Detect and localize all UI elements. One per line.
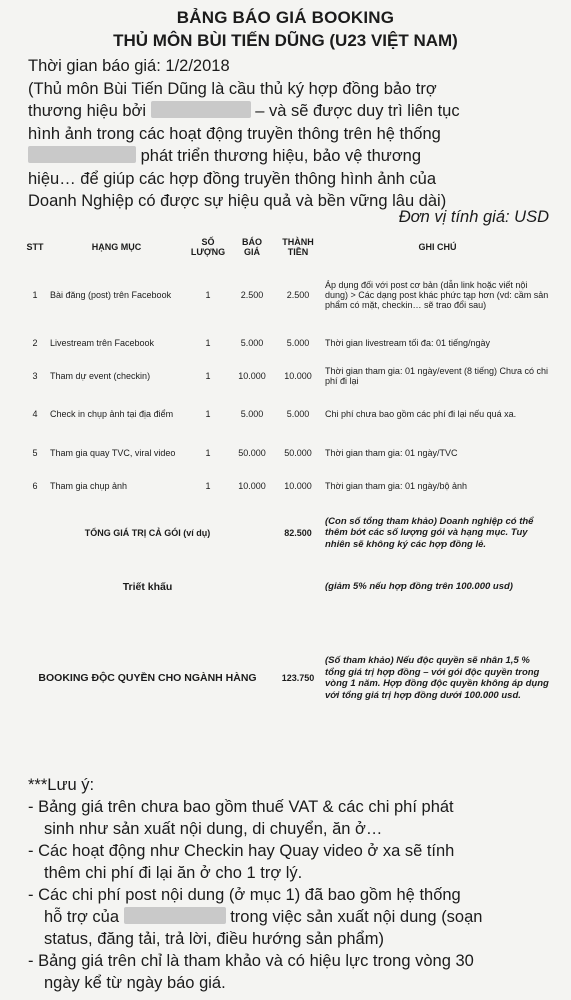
- note-line: - Bảng giá trên chỉ là tham khảo và có hiệu lực trong vòng 30: [28, 952, 474, 970]
- table-row: 5 Tham gia quay TVC, viral video 1 50.000 50.000 Thời gian tham gia: 01 ngày/TVC: [32, 448, 458, 458]
- total-value: 82.500: [284, 528, 312, 538]
- table-row: 1 Bài đăng (post) trên Facebook 1 2.500 2.500 Áp dụng đối với post cơ bản (dẫn link hoặc viết nội dung) > Các dạng post khác phức tạp hơn (vd: cầm sản phẩm có mặt, checkin… sẽ trao đổi sau): [32, 280, 549, 310]
- note-line: - Các chi phí post nội dung (ở mục 1) đã bao gồm hệ thống: [28, 886, 461, 904]
- note-line: hỗ trợ của trong việc sản xuất nội dung (soạn: [44, 908, 483, 926]
- intro-line: (Thủ môn Bùi Tiến Dũng là cầu thủ ký hợp đồng bảo trợ: [28, 79, 437, 98]
- exclusive-label: BOOKING ĐỘC QUYỀN CHO NGÀNH HÀNG: [38, 672, 257, 684]
- note-line: - Bảng giá trên chưa bao gồm thuế VAT & các chi phí phát: [28, 798, 454, 816]
- intro-line: hình ảnh trong các hoạt động truyền thông trên hệ thống: [28, 124, 441, 143]
- header-item: HẠNG MỤC: [91, 242, 142, 252]
- intro-paragraph: [28, 55, 558, 213]
- note-line: ngày kể từ ngày báo giá.: [44, 974, 226, 992]
- discount-note: (giảm 5% nếu hợp đồng trên 100.000 usd): [325, 581, 513, 593]
- intro-line: hiệu… để giúp các hợp đồng truyền thông hình ảnh của: [28, 169, 437, 188]
- intro-line: phát triển thương hiệu, bảo vệ thương: [28, 145, 558, 168]
- table-row: 3 Tham dự event (checkin) 1 10.000 10.000 Thời gian tham gia: 01 ngày/event (8 tiếng) Chưa có chi phí đi lại: [32, 366, 549, 386]
- note-line: thêm chi phí đi lại ăn ở cho 1 trợ lý.: [44, 864, 303, 882]
- header-note: GHI CHÚ: [418, 242, 457, 252]
- total-label: TỔNG GIÁ TRỊ CẢ GÓI (ví dụ): [84, 528, 211, 538]
- note-line: sinh như sản xuất nội dung, di chuyển, ăn ở…: [44, 820, 383, 838]
- price-table: [22, 232, 552, 748]
- table-row: 6 Tham gia chụp ảnh 1 10.000 10.000 Thời gian tham gia: 01 ngày/bộ ảnh: [32, 481, 467, 491]
- header-total: THÀNH TIỀN: [282, 237, 314, 257]
- intro-line: Doanh Nghiệp có được sự hiệu quả và bền vững lâu dài): [28, 192, 447, 210]
- notes-heading: ***Lưu ý:: [28, 776, 95, 794]
- note-line: status, đăng tải, trả lời, điều hướng sản phẩm): [44, 930, 384, 948]
- note-line: - Các hoạt động như Checkin hay Quay video ở xa sẽ tính: [28, 842, 455, 860]
- table-row: 4 Check in chụp ảnh tại địa điểm 1 5.000 5.000 Chi phí chưa bao gồm các phí đi lại nếu quá xa.: [32, 409, 517, 419]
- table-row: 2 Livestream trên Facebook 1 5.000 5.000 Thời gian livestream tối đa: 01 tiếng/ngày: [32, 338, 490, 348]
- redacted-block: [124, 907, 226, 924]
- total-row: [22, 500, 552, 566]
- exclusive-value: 123.750: [281, 673, 315, 683]
- exclusive-row: [22, 608, 552, 748]
- exclusive-note: (Số tham khảo) Nếu độc quyền sẽ nhân 1,5 % tổng giá trị hợp đồng – với gói độc quyền trong vòng 1 năm. Hợp đồng độc quyền không áp dụng với tổng giá trị hợp đồng dưới 100.000 usd.: [325, 655, 549, 701]
- notes-section: [28, 774, 568, 994]
- document-subtitle: THỦ MÔN BÙI TIẾN DŨNG (U23 VIỆT NAM): [113, 31, 458, 50]
- redacted-block: [28, 146, 136, 163]
- table-header-row: [22, 232, 552, 262]
- document-title: BẢNG BÁO GIÁ BOOKING: [176, 8, 395, 27]
- discount-row: [22, 566, 552, 608]
- redacted-block: [151, 101, 251, 118]
- quote-date: Thời gian báo giá: 1/2/2018: [28, 57, 230, 75]
- total-note: (Con số tổng tham khảo) Doanh nghiệp có thể thêm bớt các số lượng gói và hạng mục. Tuy nhiên sẽ không ký các hợp đồng lẻ.: [325, 515, 534, 550]
- intro-line: thương hiệu bởi – và sẽ được duy trì liên tục: [28, 102, 460, 120]
- header-qty: SỐ LƯỢNG: [190, 237, 226, 257]
- header-price: BÁO GIÁ: [242, 237, 262, 257]
- currency-unit: Đơn vị tính giá: USD: [398, 208, 549, 226]
- discount-label: Triết khấu: [122, 581, 173, 593]
- header-stt: STT: [26, 242, 44, 252]
